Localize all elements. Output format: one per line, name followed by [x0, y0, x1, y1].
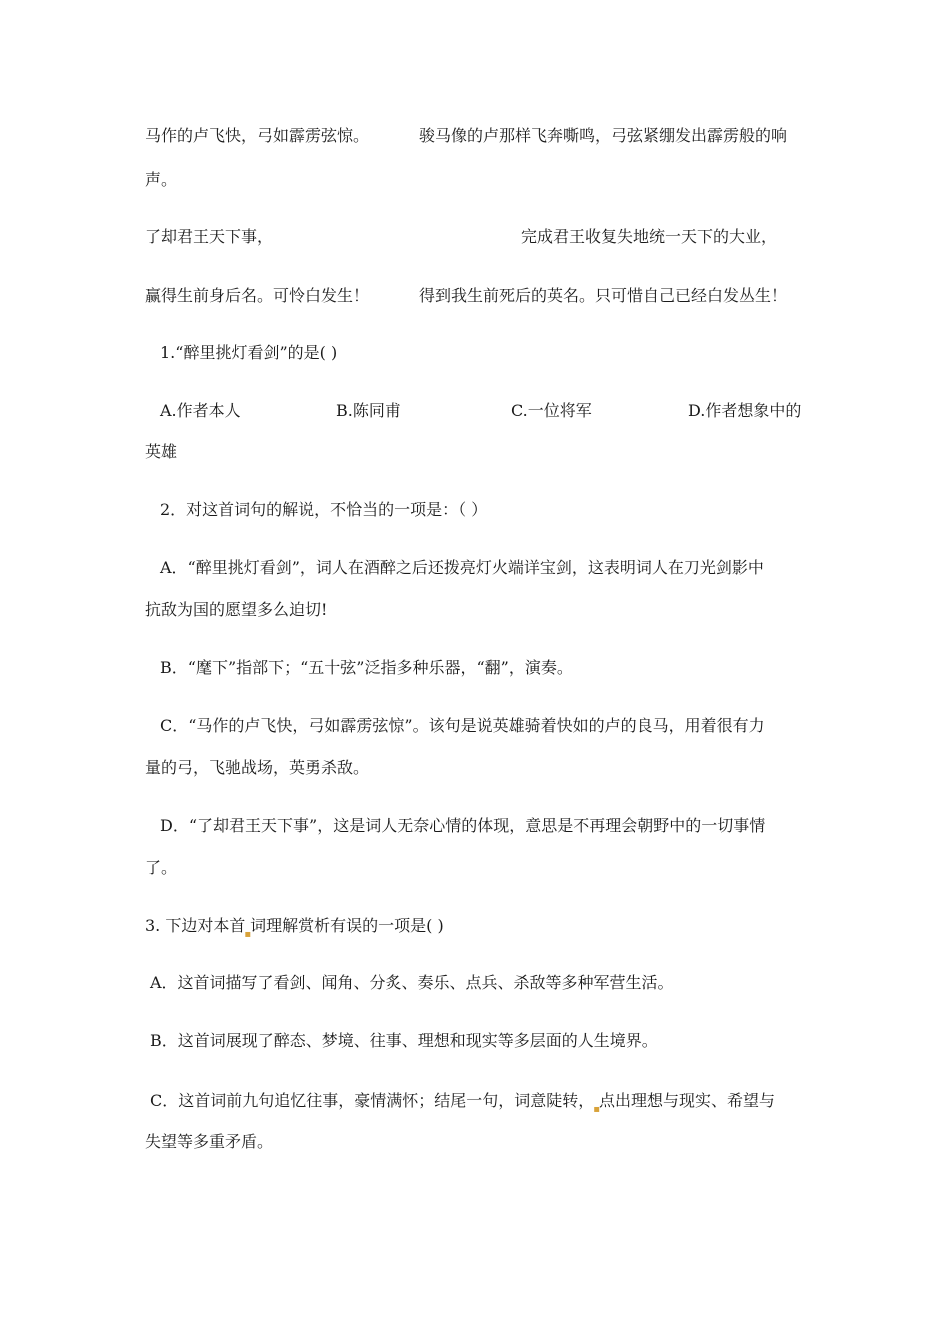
- annotation-mark: ▪: [244, 929, 252, 940]
- question-1-stem: 1.“醉里挑灯看剑”的是( ): [160, 343, 338, 362]
- question-3-stem-part-1: 3. 下边对本首: [145, 916, 246, 935]
- translation-line-1-left: 马作的卢飞快，弓如霹雳弦惊。: [145, 126, 370, 145]
- question-2-option-c-line2: 量的弓，飞驰战场，英勇杀敌。: [145, 758, 370, 777]
- translation-line-2-right: 完成君王收复失地统一天下的大业，: [521, 227, 778, 246]
- question-3-option-c-line2: 失望等多重矛盾。: [145, 1132, 274, 1151]
- question-3-option-a: A．这首词描写了看剑、闻角、分炙、奏乐、点兵、杀敌等多种军营生活。: [150, 973, 674, 992]
- question-3-option-b: B．这首词展现了醉态、梦境、往事、理想和现实等多层面的人生境界。: [150, 1031, 658, 1050]
- question-3-option-c-part-2: 点出理想与现实、希望与: [599, 1091, 776, 1110]
- question-3-option-c-part-1: C．这首词前九句追忆往事，豪情满怀；结尾一句，词意陡转，: [150, 1091, 595, 1110]
- question-3-option-c-line1: [150, 1090, 775, 1115]
- translation-line-1-right: 骏马像的卢那样飞奔嘶鸣，弓弦紧绷发出霹雳般的响: [419, 126, 788, 145]
- translation-line-2-left: 了却君王天下事，: [145, 227, 274, 246]
- question-1-option-d: D.作者想象中的: [688, 401, 802, 420]
- question-1-option-d-cont: 英雄: [145, 442, 178, 461]
- question-2-option-d-line1: D．“了却君王天下事”，这是词人无奈心情的体现，意思是不再理会朝野中的一切事情: [160, 816, 766, 835]
- question-2-option-b: B．“麾下”指部下；“五十弦”泛指多种乐器，“翻”，演奏。: [160, 658, 573, 677]
- question-3-stem-part-2: 词理解赏析有误的一项是( ): [250, 916, 444, 935]
- question-2-option-c-line1: C．“马作的卢飞快，弓如霹雳弦惊”。该句是说英雄骑着快如的卢的良马，用着很有力: [160, 716, 765, 735]
- translation-line-3-right: 得到我生前死后的英名。只可惜自己已经白发丛生！: [419, 286, 788, 305]
- question-2-option-a-line1: A．“醉里挑灯看剑”，词人在酒醉之后还拨亮灯火端详宝剑，这表明词人在刀光剑影中: [160, 558, 764, 577]
- translation-line-1-cont: 声。: [145, 170, 178, 189]
- question-1-option-b: B.陈同甫: [336, 401, 401, 420]
- question-2-stem: 2．对这首词句的解说，不恰当的一项是：（ ）: [160, 500, 488, 519]
- translation-line-3-left: 赢得生前身后名。可怜白发生！: [145, 286, 370, 305]
- question-3-stem: [145, 915, 444, 940]
- annotation-mark: ▪: [593, 1104, 601, 1115]
- question-2-option-d-line2: 了。: [145, 858, 178, 877]
- question-1-option-a: A.作者本人: [160, 401, 241, 420]
- question-1-option-c: C.一位将军: [511, 401, 592, 420]
- question-2-option-a-line2: 抗敌为国的愿望多么迫切!: [145, 600, 328, 619]
